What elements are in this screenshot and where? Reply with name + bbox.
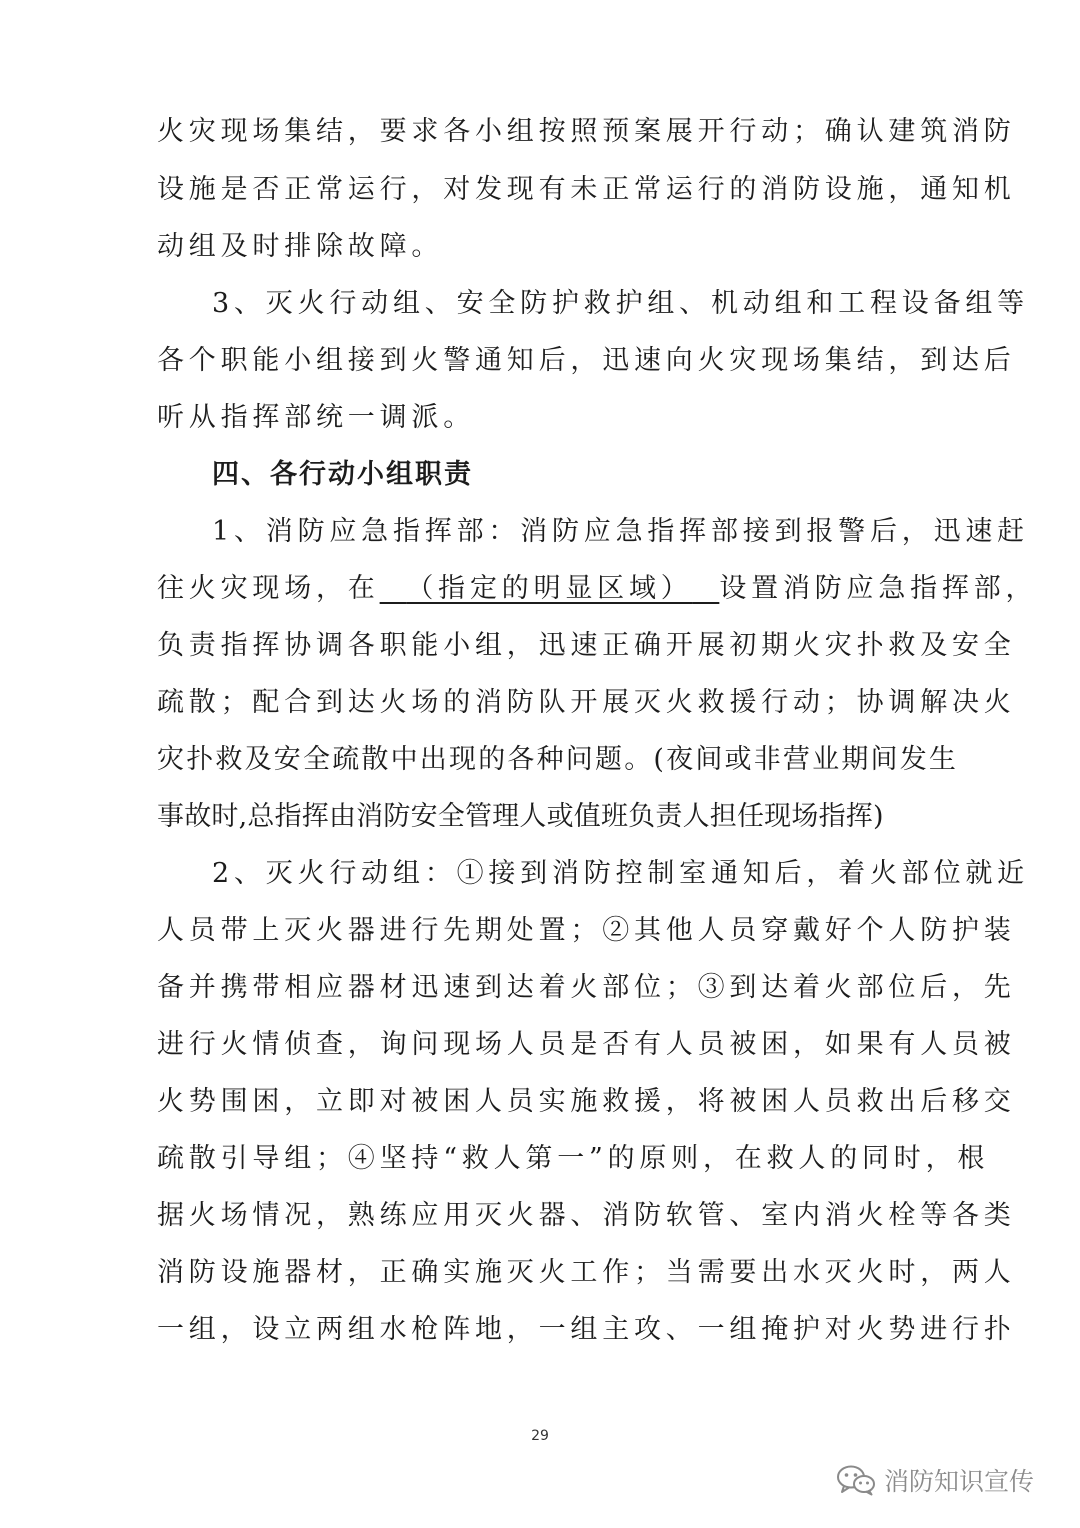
paragraph-line: 消防设施器材，正确实施灭火工作；当需要出水灭火时，两人 (157, 1257, 1016, 1288)
section-heading: 四、各行动小组职责 (212, 459, 473, 490)
paragraph-line: 2、灭火行动组：①接到消防控制室通知后，着火部位就近 (212, 858, 1029, 889)
paragraph-line: 各个职能小组接到火警通知后，迅速向火灾现场集结，到达后 (157, 345, 1016, 376)
paragraph-line: 动组及时排除故障。 (157, 231, 444, 262)
page-number: 29 (531, 1428, 549, 1444)
paragraph-line: 进行火情侦查，询问现场人员是否有人员被困，如果有人员被 (157, 1029, 1016, 1060)
paragraph-line: 据火场情况，熟练应用灭火器、消防软管、室内消火栓等各类 (157, 1200, 1016, 1231)
placeholder-text: （指定的明显区域） (406, 573, 693, 604)
watermark-text: 消防知识宣传 (884, 1467, 1035, 1496)
paragraph-line (157, 569, 1038, 609)
paragraph-line: 疏散引导组；④坚持“救人第一”的原则，在救人的同时，根 (157, 1143, 990, 1174)
paragraph-line: 一组，设立两组水枪阵地，一组主攻、一组掩护对火势进行扑 (157, 1314, 1016, 1345)
paragraph-line: 灾扑救及安全疏散中出现的各种问题。(夜间或非营业期间发生 (157, 744, 959, 775)
watermark (836, 1460, 1034, 1500)
line-text: 往火灾现场，在 (157, 573, 380, 604)
paragraph-line: 3、灭火行动组、安全防护救护组、机动组和工程设备组等 (212, 288, 1029, 319)
paragraph-line: 疏散；配合到达火场的消防队开展灭火救援行动；协调解决火 (157, 687, 1016, 718)
wechat-icon (836, 1464, 876, 1496)
paragraph-line: 事故时,总指挥由消防安全管理人或值班负责人担任现场指挥) (157, 801, 884, 832)
paragraph-line: 备并携带相应器材迅速到达着火部位；③到达着火部位后，先 (157, 972, 1016, 1003)
paragraph-line: 听从指挥部统一调派。 (157, 402, 475, 433)
paragraph-line: 人员带上灭火器进行先期处置；②其他人员穿戴好个人防护装 (157, 915, 1016, 946)
line-text: 设置消防应急指挥部， (719, 573, 1038, 604)
underlined-placeholder (380, 573, 720, 604)
paragraph-line: 火势围困，立即对被困人员实施救援，将被困人员救出后移交 (157, 1086, 1016, 1117)
paragraph-line: 1、消防应急指挥部：消防应急指挥部接到报警后，迅速赶 (212, 516, 1029, 547)
paragraph-line: 负责指挥协调各职能小组，迅速正确开展初期火灾扑救及安全 (157, 630, 1016, 661)
paragraph-line: 设施是否正常运行，对发现有未正常运行的消防设施，通知机 (157, 174, 1016, 205)
paragraph-line: 火灾现场集结，要求各小组按照预案展开行动；确认建筑消防 (157, 116, 1016, 147)
